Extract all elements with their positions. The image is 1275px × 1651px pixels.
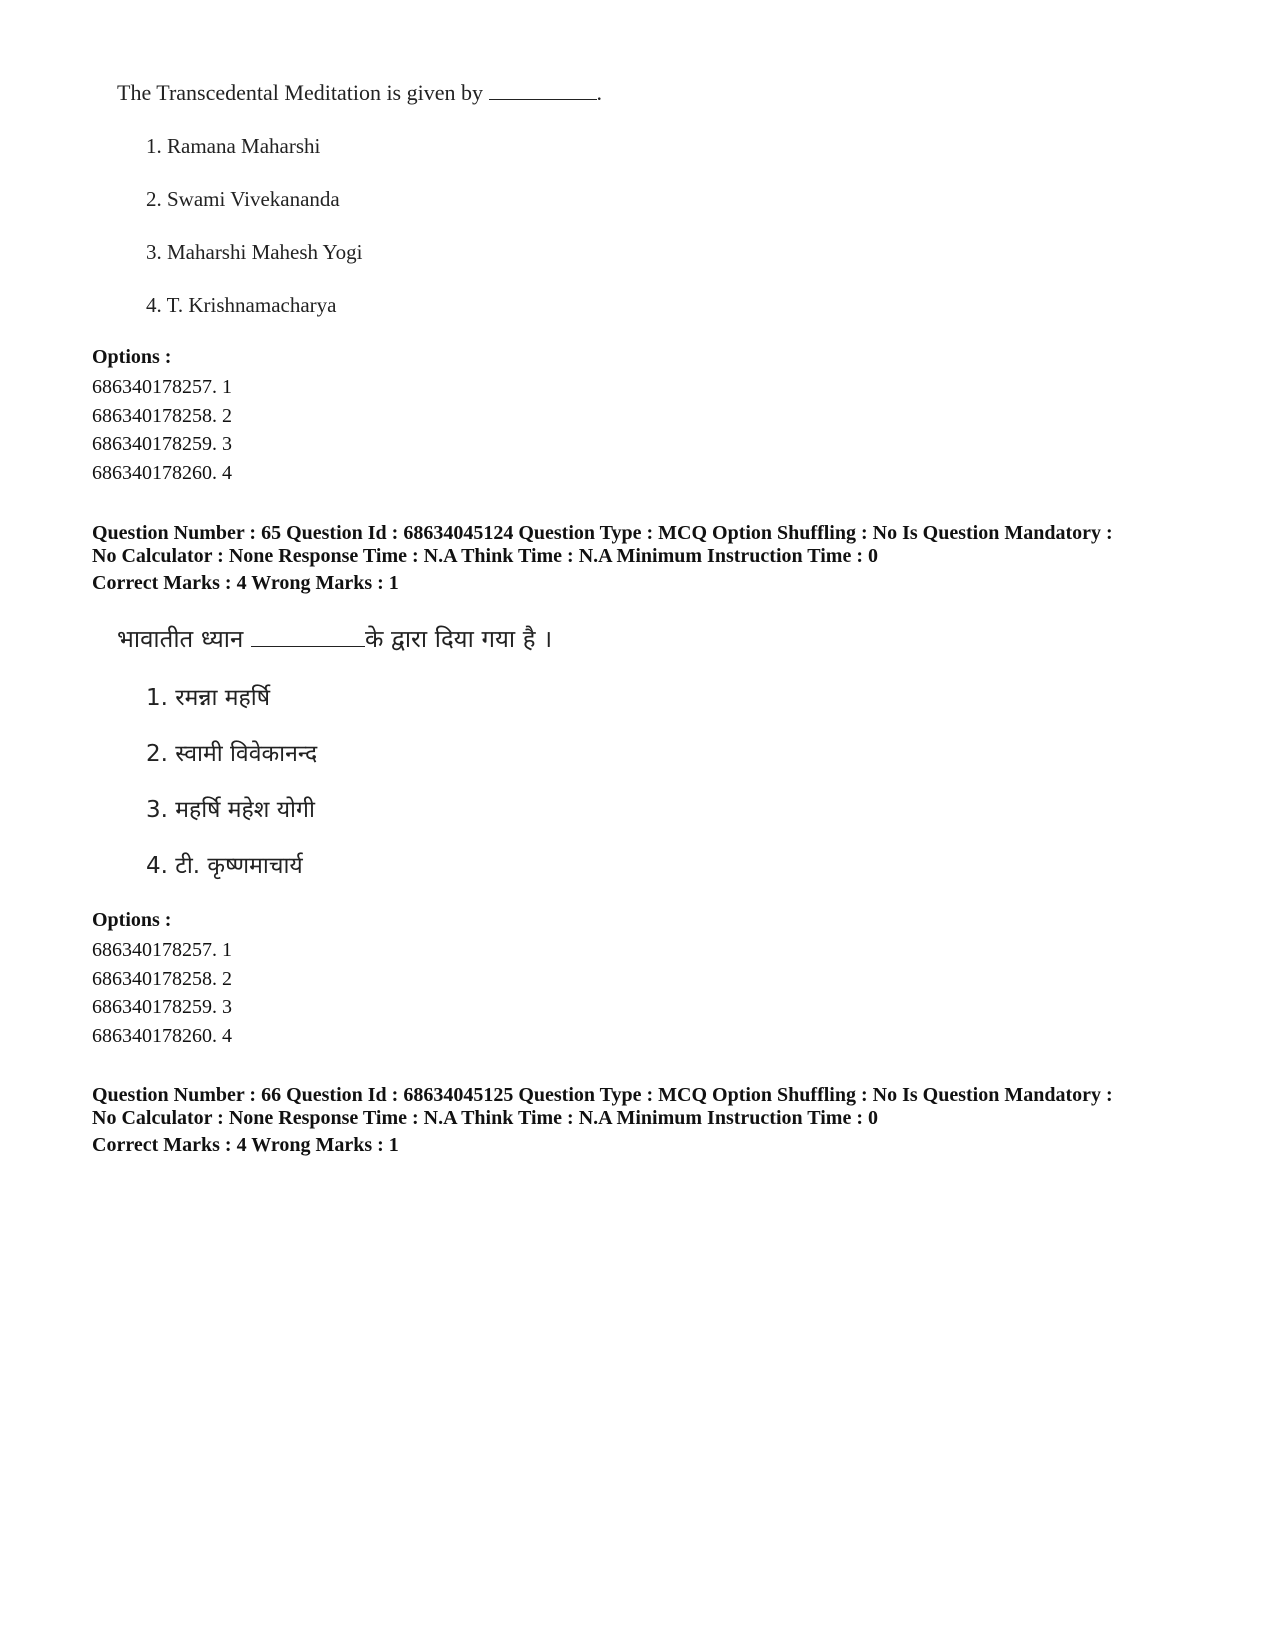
question-stem-text: भावातीत ध्यान [117,625,244,653]
option-id: 686340178258. 2 [92,404,232,427]
answer-blank [251,624,365,647]
question-meta-line: Question Number : 66 Question Id : 68634045125 Question Type : MCQ Option Shuffling : No Is Question Mandatory : [92,1084,1113,1106]
marks-line: Correct Marks : 4 Wrong Marks : 1 [92,572,399,594]
choice-2: 2. स्वामी विवेकानन्द [146,741,318,767]
question-stem-hindi [117,622,552,655]
question-stem-end: . [596,80,602,105]
choice-3: 3. महर्षि महेश योगी [146,797,315,823]
option-id-list [92,936,232,1050]
question-meta-line: No Calculator : None Response Time : N.A Think Time : N.A Minimum Instruction Time : 0 [92,1107,878,1129]
option-id: 686340178260. 4 [92,1024,232,1047]
option-id: 686340178258. 2 [92,967,232,990]
choice-4: 4. T. Krishnamacharya [146,293,337,317]
question-meta [92,1084,1113,1130]
option-id: 686340178259. 3 [92,996,232,1018]
options-label: Options : [92,909,172,931]
options-label: Options : [92,346,172,368]
question-meta [92,522,1113,568]
question-stem [117,80,602,106]
marks-line: Correct Marks : 4 Wrong Marks : 1 [92,1134,399,1156]
option-id: 686340178257. 1 [92,939,232,961]
choice-3: 3. Maharshi Mahesh Yogi [146,240,363,264]
choice-1: 1. Ramana Maharshi [146,134,321,158]
question-stem-text: The Transcedental Meditation is given by [117,80,483,105]
option-id-list [92,373,232,487]
question-meta-line: Question Number : 65 Question Id : 68634045124 Question Type : MCQ Option Shuffling : No Is Question Mandatory : [92,522,1113,544]
answer-blank [489,81,597,100]
choice-2: 2. Swami Vivekananda [146,187,340,211]
question-stem-text: के द्वारा दिया गया है । [364,625,553,653]
choice-1: 1. रमन्ना महर्षि [146,685,271,711]
choice-4: 4. टी. कृष्णमाचार्य [146,853,303,879]
question-meta-line: No Calculator : None Response Time : N.A Think Time : N.A Minimum Instruction Time : 0 [92,545,878,567]
option-id: 686340178260. 4 [92,461,232,484]
option-id: 686340178259. 3 [92,433,232,455]
option-id: 686340178257. 1 [92,376,232,398]
